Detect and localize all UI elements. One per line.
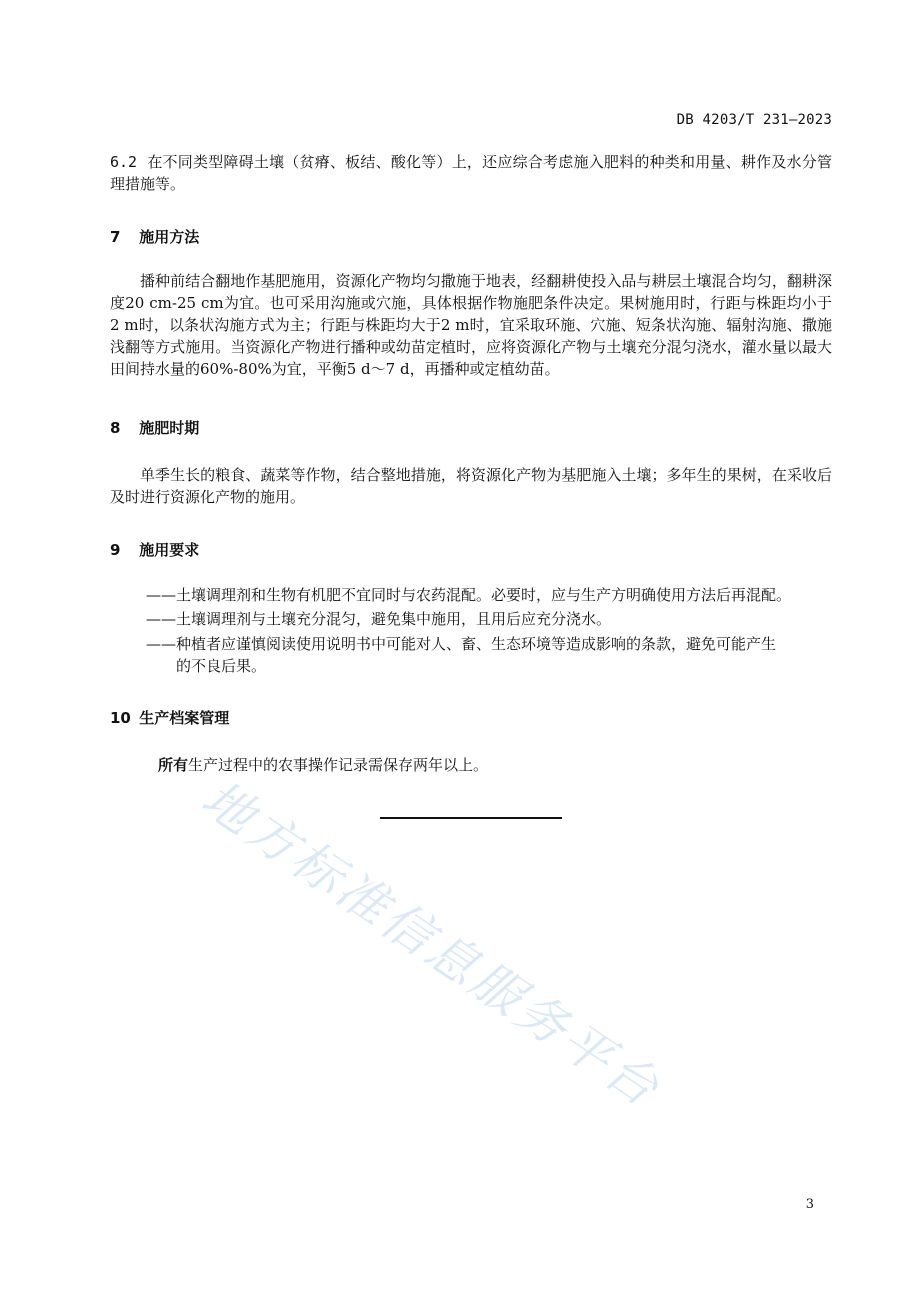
document-code: DB 4203/T 231—2023 bbox=[676, 112, 832, 128]
section-10-body bbox=[158, 754, 832, 776]
clause-6-2 bbox=[110, 151, 832, 195]
section-title: 施用要求 bbox=[139, 541, 200, 559]
page-number: 3 bbox=[805, 1197, 814, 1212]
list-item bbox=[146, 633, 832, 677]
list-item bbox=[146, 608, 832, 630]
section-number: 9 bbox=[110, 541, 121, 559]
list-item-text: ——土壤调理剂和生物有机肥不宜同时与农药混配。必要时，应与生产方明确使用方法后再混配。 bbox=[146, 586, 792, 604]
list-item bbox=[146, 584, 832, 606]
section-number: 7 bbox=[110, 228, 121, 246]
heading-section-10 bbox=[110, 707, 229, 728]
list-item-text: ——土壤调理剂与土壤充分混匀，避免集中施用，且用后应充分浇水。 bbox=[146, 610, 612, 628]
heading-section-9 bbox=[110, 539, 199, 560]
list-item-continuation: 的不良后果。 bbox=[176, 657, 267, 675]
section-title: 施用方法 bbox=[139, 228, 200, 246]
section-title: 施肥时期 bbox=[139, 419, 200, 437]
section-number: 10 bbox=[110, 709, 131, 727]
list-item-text: ——种植者应谨慎阅读使用说明书中可能对人、畜、生态环境等造成影响的条款，避免可能产生 bbox=[146, 635, 777, 653]
end-rule bbox=[380, 817, 562, 819]
section-number: 8 bbox=[110, 419, 121, 437]
watermark: 地方标准信息服务平台 bbox=[191, 769, 672, 1120]
clause-number: 6.2 bbox=[110, 153, 138, 171]
clause-text: 在不同类型障碍土壤（贫瘠、板结、酸化等）上，还应综合考虑施入肥料的种类和用量、耕作及水分管理措施等。 bbox=[110, 153, 832, 193]
section-title: 生产档案管理 bbox=[139, 709, 230, 727]
emphasis-text: 所有 bbox=[158, 756, 189, 774]
body-text: 生产过程中的农事操作记录需保存两年以上。 bbox=[188, 756, 489, 774]
section-8-body: 单季生长的粮食、蔬菜等作物，结合整地措施，将资源化产物为基肥施入土壤；多年生的果树，在采收后及时进行资源化产物的施用。 bbox=[110, 466, 832, 506]
heading-section-8 bbox=[110, 417, 199, 438]
section-7-body: 播种前结合翻地作基肥施用，资源化产物均匀撒施于地表，经翻耕使投入品与耕层土壤混合均匀，翻耕深度20 cm-25 cm为宜。也可采用沟施或穴施，具体根据作物施肥条件决定。果树施用时，行距与株距均小于2 m时，以条状沟施方式为主；行距与株距均大于2 m时，宜采取环施、穴施、短条状沟施、辐射沟施、撒施浅翻等方式施用。当资源化产物进行播种或幼苗定植时，应将资源化产物与土壤充分混匀浇水，灌水量以最大田间持水量的60%-80%为宜，平衡5 d～7 d，再播种或定植幼苗。 bbox=[110, 272, 832, 378]
heading-section-7 bbox=[110, 226, 199, 247]
